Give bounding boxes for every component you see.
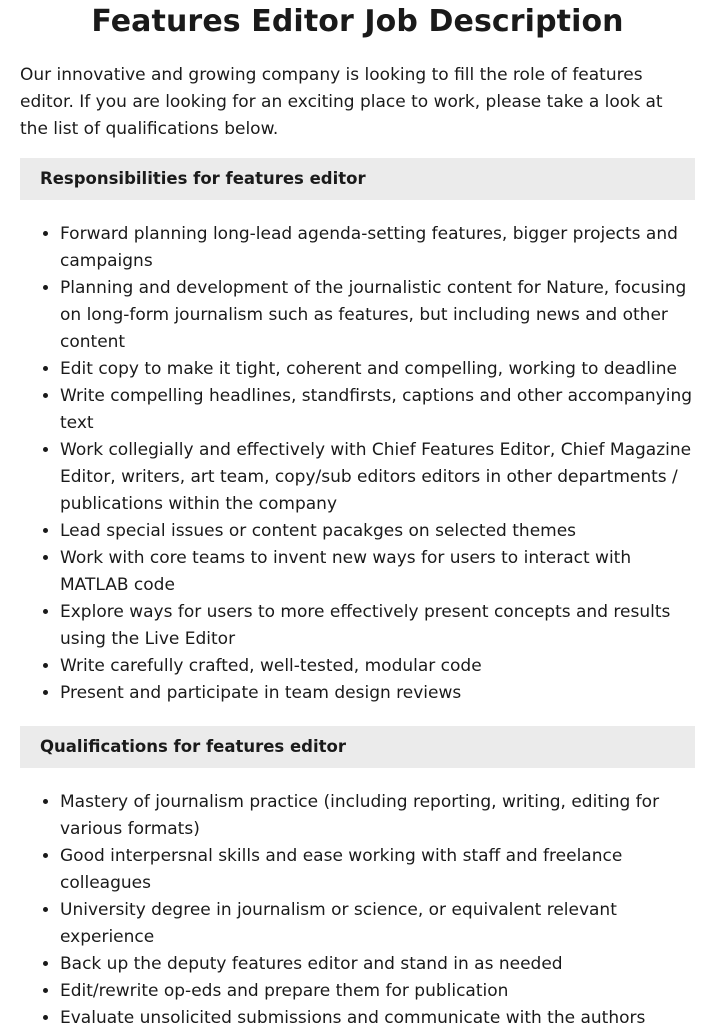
list-item: • Write carefully crafted, well-tested, modular code xyxy=(60,653,695,680)
responsibilities-heading: Responsibilities for features editor xyxy=(20,158,695,200)
list-item: • Good interpersnal skills and ease working with staff and freelance colleagues xyxy=(60,843,695,897)
qualifications-list xyxy=(20,789,695,1032)
intro-paragraph: Our innovative and growing company is looking to fill the role of features editor. If you are looking for an exciting place to work, please take a look at the list of qualifications below. xyxy=(20,65,663,139)
list-item: • Planning and development of the journalistic content for Nature, focusing on long-form journalism such as features, but including news and other content xyxy=(60,275,695,356)
list-item: • Work collegially and effectively with Chief Features Editor, Chief Magazine Editor, writers, art team, copy/sub editors editors in other departments / publications within the company xyxy=(60,437,695,518)
list-item: • Mastery of journalism practice (including reporting, writing, editing for various formats) xyxy=(60,789,695,843)
list-item: • Evaluate unsolicited submissions and communicate with the authors xyxy=(60,1005,695,1032)
list-item: • Write compelling headlines, standfirsts, captions and other accompanying text xyxy=(60,383,695,437)
responsibilities-list xyxy=(20,221,695,707)
list-item: • Forward planning long-lead agenda-setting features, bigger projects and campaigns xyxy=(60,221,695,275)
list-item: • Present and participate in team design reviews xyxy=(60,680,695,707)
page-title: Features Editor Job Description xyxy=(91,4,624,39)
list-item: • Work with core teams to invent new ways for users to interact with MATLAB code xyxy=(60,545,695,599)
list-item: • Lead special issues or content pacakges on selected themes xyxy=(60,518,695,545)
list-item: • University degree in journalism or science, or equivalent relevant experience xyxy=(60,897,695,951)
list-item: • Back up the deputy features editor and stand in as needed xyxy=(60,951,695,978)
qualifications-heading: Qualifications for features editor xyxy=(20,726,695,768)
list-item: • Edit copy to make it tight, coherent and compelling, working to deadline xyxy=(60,356,695,383)
list-item: • Explore ways for users to more effectively present concepts and results using the Live Editor xyxy=(60,599,695,653)
list-item: • Edit/rewrite op-eds and prepare them for publication xyxy=(60,978,695,1005)
